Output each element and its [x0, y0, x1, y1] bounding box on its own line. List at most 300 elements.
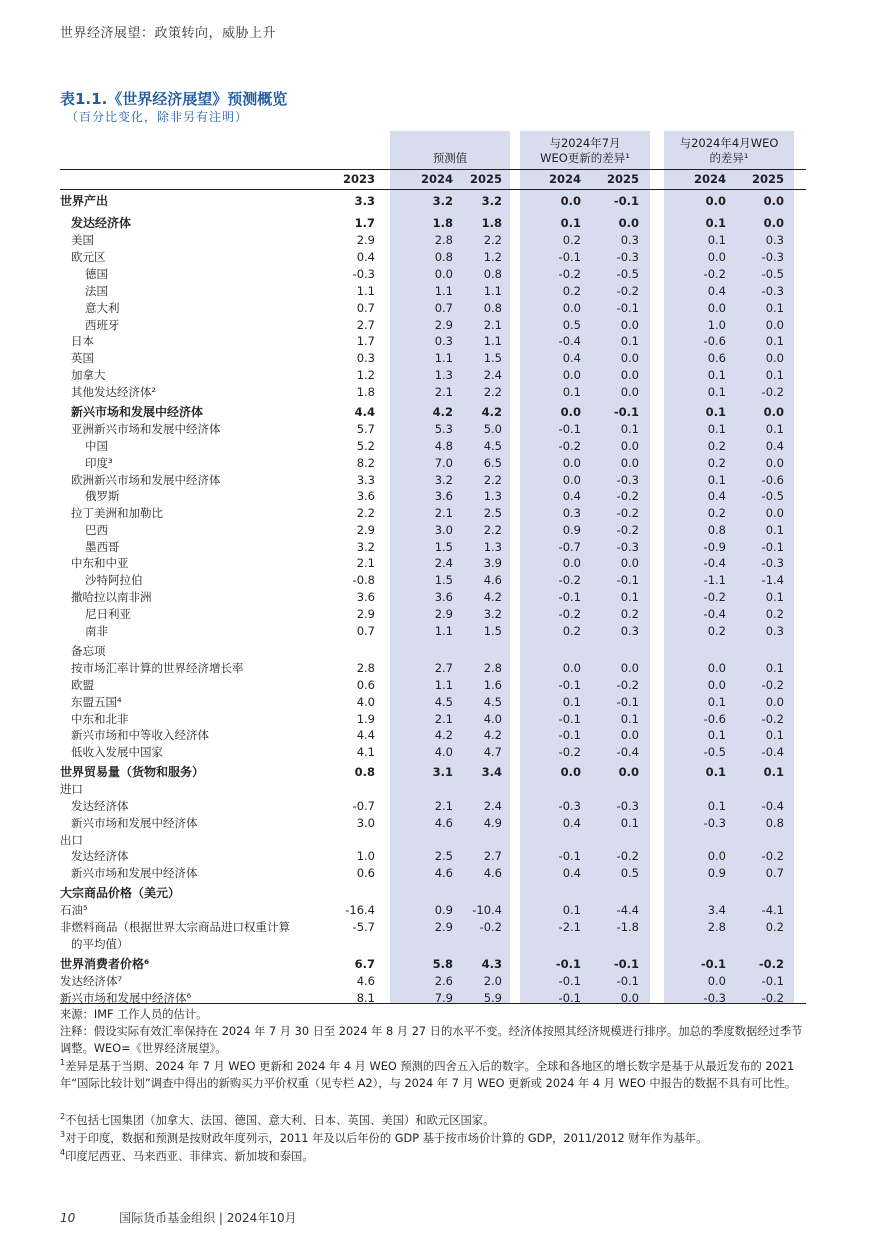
table-row [60, 660, 806, 677]
row-value: 0.4 [562, 351, 581, 365]
row-value: 0.0 [765, 456, 784, 470]
row-value: -0.3 [761, 250, 784, 264]
row-value: -0.6 [703, 334, 726, 348]
row-value: -0.1 [616, 301, 639, 315]
row-value: -0.3 [761, 556, 784, 570]
row-value: -1.1 [703, 573, 726, 587]
row-value: -0.3 [616, 540, 639, 554]
row-value: -0.2 [761, 678, 784, 692]
row-value: 3.2 [356, 540, 375, 554]
row-label: 按市场汇率计算的世界经济增长率 [71, 661, 244, 675]
row-value: 2.1 [434, 506, 453, 520]
row-value: -0.2 [761, 849, 784, 863]
row-value: 1.8 [356, 385, 375, 399]
row-value: 1.1 [434, 284, 453, 298]
footnote-4 [60, 1148, 810, 1165]
row-value: 0.1 [560, 216, 581, 230]
table-row [60, 384, 806, 401]
row-value: 0.3 [356, 351, 375, 365]
table-row [60, 300, 806, 317]
row-value: -0.1 [700, 957, 726, 971]
row-label: 沙特阿拉伯 [85, 573, 143, 587]
row-value: 4.2 [483, 590, 502, 604]
row-value: 3.9 [483, 556, 502, 570]
row-value: 1.3 [434, 368, 453, 382]
row-value: 0.0 [765, 351, 784, 365]
row-value: 1.2 [356, 368, 375, 382]
row-value: 0.3 [765, 624, 784, 638]
row-value: 0.1 [707, 368, 726, 382]
row-value: 0.0 [765, 318, 784, 332]
row-label: 尼日利亚 [85, 607, 131, 621]
row-value: 1.8 [432, 216, 453, 230]
row-value: -0.3 [616, 473, 639, 487]
row-value: 0.1 [620, 590, 639, 604]
footnote-2-mark: 2 [60, 1112, 66, 1121]
row-value: -0.3 [616, 250, 639, 264]
row-value: 2.8 [356, 661, 375, 675]
table-row [60, 589, 806, 606]
row-value: -4.4 [616, 903, 639, 917]
row-value: -0.3 [352, 267, 375, 281]
row-value: 7.0 [434, 456, 453, 470]
row-value: -0.8 [352, 573, 375, 587]
table-row [60, 744, 806, 761]
row-value: 7.9 [434, 991, 453, 1005]
row-value: 2.5 [483, 506, 502, 520]
row-value: -0.2 [558, 439, 581, 453]
row-value: 0.2 [765, 920, 784, 934]
row-label: 出口 [60, 833, 83, 847]
row-value: 2.4 [483, 368, 502, 382]
row-value: 8.1 [356, 991, 375, 1005]
row-value: -0.2 [558, 573, 581, 587]
row-value: -0.2 [761, 712, 784, 726]
row-value: -0.3 [703, 991, 726, 1005]
row-value: 0.6 [356, 866, 375, 880]
row-value: 0.2 [707, 506, 726, 520]
row-label: 世界贸易量（货物和服务） [60, 765, 205, 779]
row-value: 0.1 [707, 422, 726, 436]
row-value: 2.2 [356, 506, 375, 520]
row-value: -0.2 [616, 284, 639, 298]
row-label: 南非 [85, 624, 108, 638]
row-value: 4.8 [434, 439, 453, 453]
row-value: 2.2 [483, 233, 502, 247]
row-value: 3.2 [434, 473, 453, 487]
row-value: -1.8 [616, 920, 639, 934]
row-label: 东盟五国⁴ [71, 695, 122, 709]
row-value: 4.4 [356, 728, 375, 742]
row-value: 0.2 [707, 624, 726, 638]
row-value: -0.1 [558, 422, 581, 436]
table-row [60, 865, 806, 882]
row-value: 0.3 [765, 233, 784, 247]
row-value: 0.2 [620, 607, 639, 621]
row-value: -0.4 [703, 607, 726, 621]
page-number: 10 [60, 1211, 76, 1225]
row-value: 0.0 [620, 991, 639, 1005]
row-value: -0.1 [558, 712, 581, 726]
row-value: 0.0 [562, 456, 581, 470]
row-label: 新兴市场和发展中经济体 [71, 405, 204, 419]
row-value: 5.9 [483, 991, 502, 1005]
table-row [60, 711, 806, 728]
year-2024-april: 2024 [693, 172, 726, 186]
row-value: -0.1 [761, 540, 784, 554]
row-value: 3.4 [707, 903, 726, 917]
row-value: 2.2 [483, 473, 502, 487]
row-value: 0.1 [765, 523, 784, 537]
row-value: 0.0 [618, 765, 639, 779]
table-row [60, 623, 806, 640]
row-value: 0.8 [483, 301, 502, 315]
row-value: 0.0 [620, 728, 639, 742]
table-row [60, 956, 806, 973]
row-value: 0.0 [707, 250, 726, 264]
table-row [60, 333, 806, 350]
table-row [60, 421, 806, 438]
row-value: -0.2 [761, 991, 784, 1005]
row-value: 4.0 [483, 712, 502, 726]
table-row [60, 832, 806, 849]
table-row [60, 317, 806, 334]
row-value: 0.8 [765, 816, 784, 830]
row-value: 1.7 [354, 216, 375, 230]
row-value: 0.3 [620, 233, 639, 247]
table-row [60, 643, 806, 660]
table-row [60, 606, 806, 623]
row-value: 0.6 [707, 351, 726, 365]
row-value: 4.6 [483, 573, 502, 587]
row-value: 0.4 [765, 439, 784, 453]
row-value: 0.0 [707, 661, 726, 675]
row-value: 0.7 [434, 301, 453, 315]
row-value: -0.5 [703, 745, 726, 759]
row-value: 0.4 [562, 816, 581, 830]
row-value: 4.6 [356, 974, 375, 988]
row-value: 0.0 [560, 765, 581, 779]
row-value: 0.0 [707, 301, 726, 315]
row-value: -0.3 [761, 284, 784, 298]
note-main: 注释：假设实际有效汇率保持在 2024 年 7 月 30 日至 2024 年 8 月 27 日的水平不变。经济体按照其经济规模进行排序。加总的季度数据经过季节调整。WEO=《世界经济展望》。 [60, 1025, 803, 1055]
row-value: -0.2 [761, 385, 784, 399]
row-value: -0.1 [616, 974, 639, 988]
row-value: 2.9 [356, 233, 375, 247]
table-row [60, 555, 806, 572]
table-title: 表1.1.《世界经济展望》预测概览 [60, 90, 288, 108]
row-value: 4.6 [434, 816, 453, 830]
row-value: 0.9 [434, 903, 453, 917]
row-value: 0.3 [434, 334, 453, 348]
row-value: 3.2 [481, 194, 502, 208]
row-value: 0.3 [620, 624, 639, 638]
row-value: -1.4 [761, 573, 784, 587]
row-value: -0.2 [616, 506, 639, 520]
row-value: -0.2 [616, 489, 639, 503]
row-value: 0.1 [765, 590, 784, 604]
row-value: -0.1 [613, 194, 639, 208]
year-2024-july: 2024 [548, 172, 581, 186]
table-row [60, 193, 806, 210]
row-label: 中东和北非 [71, 712, 129, 726]
row-value: 3.0 [356, 816, 375, 830]
row-value: 3.6 [434, 590, 453, 604]
row-value: 1.1 [434, 624, 453, 638]
row-value: 0.2 [562, 624, 581, 638]
row-label: 中东和中亚 [71, 556, 129, 570]
year-2024-proj: 2024 [420, 172, 453, 186]
row-value: 3.2 [432, 194, 453, 208]
row-label: 亚洲新兴市场和发展中经济体 [71, 422, 221, 436]
row-value: 5.8 [432, 957, 453, 971]
row-value: 0.1 [707, 728, 726, 742]
row-label: 发达经济体 [71, 799, 129, 813]
row-value: 0.0 [620, 556, 639, 570]
note-source: 来源：IMF 工作人员的估计。 [60, 1008, 208, 1021]
row-label: 新兴市场和发展中经济体 [71, 866, 198, 880]
row-value: 1.1 [356, 284, 375, 298]
row-value: -0.1 [558, 974, 581, 988]
row-value: 0.1 [562, 695, 581, 709]
footnote-3 [60, 1130, 810, 1147]
year-2023: 2023 [342, 172, 375, 186]
footnote-1 [60, 1058, 810, 1092]
row-value: 0.0 [620, 351, 639, 365]
row-value: 2.7 [434, 661, 453, 675]
row-value: 0.2 [765, 607, 784, 621]
row-value: -0.4 [761, 799, 784, 813]
row-value: 0.1 [707, 233, 726, 247]
page-footer [60, 1209, 297, 1226]
table-row [60, 367, 806, 384]
row-value: 0.2 [562, 284, 581, 298]
row-value: 0.4 [707, 284, 726, 298]
row-value: 2.5 [434, 849, 453, 863]
row-label: 巴西 [85, 523, 108, 537]
row-value: 0.2 [562, 233, 581, 247]
row-value: 1.1 [434, 678, 453, 692]
row-value: -0.2 [558, 745, 581, 759]
row-value: 2.4 [483, 799, 502, 813]
row-value: -5.7 [352, 920, 375, 934]
row-value: 2.6 [434, 974, 453, 988]
row-value: -0.2 [703, 267, 726, 281]
row-value: 0.1 [763, 765, 784, 779]
row-value: 4.1 [356, 745, 375, 759]
row-label: 日本 [71, 334, 94, 348]
row-value: 3.6 [356, 489, 375, 503]
row-value: 5.7 [356, 422, 375, 436]
table-row [60, 727, 806, 744]
row-value: 4.6 [434, 866, 453, 880]
row-value: 0.1 [620, 712, 639, 726]
row-value: 4.6 [483, 866, 502, 880]
row-value: 0.0 [562, 301, 581, 315]
row-value: 4.5 [483, 695, 502, 709]
row-value: 3.6 [356, 590, 375, 604]
row-value: 0.1 [705, 216, 726, 230]
row-label: 石油⁵ [60, 903, 88, 917]
row-value: 0.8 [434, 250, 453, 264]
table-row [60, 781, 806, 798]
row-value: -0.3 [616, 799, 639, 813]
row-label: 发达经济体⁷ [60, 974, 123, 988]
publisher-line: 国际货币基金组织 | 2024年10月 [119, 1211, 297, 1225]
row-label: 低收入发展中国家 [71, 745, 163, 759]
row-value: 2.0 [483, 974, 502, 988]
table-row [60, 990, 806, 1007]
row-value: 2.9 [434, 318, 453, 332]
row-value: -0.9 [703, 540, 726, 554]
row-value: 0.2 [707, 456, 726, 470]
row-value: -10.4 [472, 903, 502, 917]
year-2025-april: 2025 [751, 172, 784, 186]
row-value: 0.9 [562, 523, 581, 537]
table-row [60, 488, 806, 505]
table-row [60, 848, 806, 865]
row-value: 2.8 [483, 661, 502, 675]
row-value: -2.1 [558, 920, 581, 934]
table-row [60, 249, 806, 266]
row-value: 5.2 [356, 439, 375, 453]
row-value: 0.5 [562, 318, 581, 332]
row-value: 3.3 [354, 194, 375, 208]
row-value: -4.1 [761, 903, 784, 917]
row-value: 0.1 [620, 816, 639, 830]
row-value: -0.5 [616, 267, 639, 281]
table-row [60, 266, 806, 283]
row-value: 0.1 [562, 903, 581, 917]
row-value: 0.0 [562, 556, 581, 570]
table-row [60, 283, 806, 300]
row-value: 2.9 [434, 607, 453, 621]
table-row [60, 522, 806, 539]
row-value: 0.0 [560, 405, 581, 419]
footnote-3-text: 对于印度，数据和预测是按财政年度列示，2011 年及以后年份的 GDP 基于按市场价计算的 GDP，2011/2012 财年作为基年。 [65, 1132, 708, 1145]
table-row [60, 472, 806, 489]
row-value: 0.0 [763, 216, 784, 230]
row-value: 0.8 [707, 523, 726, 537]
row-value: -0.1 [555, 957, 581, 971]
row-value: -0.1 [558, 728, 581, 742]
row-value: 4.2 [481, 405, 502, 419]
row-value: 4.5 [434, 695, 453, 709]
row-value: -0.1 [616, 695, 639, 709]
running-head: 世界经济展望：政策转向，威胁上升 [60, 26, 277, 41]
row-value: 2.4 [434, 556, 453, 570]
row-value: 0.1 [765, 728, 784, 742]
row-value: -0.1 [558, 991, 581, 1005]
row-label: 欧元区 [71, 250, 106, 264]
row-value: 2.7 [356, 318, 375, 332]
row-value: 2.9 [434, 920, 453, 934]
row-value: 0.4 [562, 866, 581, 880]
row-label: 发达经济体 [71, 849, 129, 863]
row-value: 2.1 [434, 799, 453, 813]
row-value: 2.1 [356, 556, 375, 570]
row-value: 2.9 [356, 607, 375, 621]
row-value: -16.4 [345, 903, 375, 917]
row-value: 1.1 [434, 351, 453, 365]
row-value: 2.1 [483, 318, 502, 332]
row-value: -0.4 [761, 745, 784, 759]
row-value: 0.0 [707, 974, 726, 988]
row-value: -0.5 [761, 267, 784, 281]
row-value: 1.7 [356, 334, 375, 348]
footnote-2 [60, 1112, 810, 1129]
row-value: 1.0 [356, 849, 375, 863]
table-row [60, 764, 806, 781]
row-value: 0.0 [562, 473, 581, 487]
row-label: 意大利 [85, 301, 120, 315]
row-label: 其他发达经济体² [71, 385, 157, 399]
row-value: 0.0 [707, 678, 726, 692]
table-row [60, 505, 806, 522]
row-value: 0.8 [354, 765, 375, 779]
row-value: -0.7 [558, 540, 581, 554]
row-value: 3.0 [434, 523, 453, 537]
table-row [60, 973, 806, 990]
row-value: 8.2 [356, 456, 375, 470]
row-value: 1.3 [483, 489, 502, 503]
row-value: 0.0 [560, 194, 581, 208]
row-value: -0.5 [761, 489, 784, 503]
row-value: -0.4 [558, 334, 581, 348]
header-diff-april: 与2024年4月WEO的差异¹ [679, 136, 779, 165]
row-value: 0.1 [705, 405, 726, 419]
table-row [60, 350, 806, 367]
row-value: 0.0 [434, 267, 453, 281]
footnote-2-text: 不包括七国集团（加拿大、法国、德国、意大利、日本、英国、美国）和欧元区国家。 [65, 1114, 495, 1127]
row-label: 法国 [85, 284, 108, 298]
row-value: 5.3 [434, 422, 453, 436]
row-value: 0.8 [483, 267, 502, 281]
row-value: 1.5 [434, 540, 453, 554]
row-label: 世界产出 [60, 194, 109, 208]
table-row [60, 215, 806, 232]
row-label: 世界消费者价格⁶ [60, 957, 150, 971]
row-value: 4.3 [481, 957, 502, 971]
table-row [60, 815, 806, 832]
row-value: 0.1 [707, 695, 726, 709]
row-value: 3.6 [434, 489, 453, 503]
row-value: 0.1 [707, 385, 726, 399]
row-value: 2.2 [483, 385, 502, 399]
year-2025-july: 2025 [606, 172, 639, 186]
table-row [60, 936, 806, 953]
row-value: 0.1 [705, 765, 726, 779]
row-label: 的平均值） [71, 937, 129, 951]
row-value: -0.4 [703, 556, 726, 570]
row-value: 0.0 [562, 368, 581, 382]
table-row [60, 919, 806, 936]
row-value: -0.2 [616, 523, 639, 537]
row-value: 4.2 [432, 405, 453, 419]
row-label: 印度³ [85, 456, 113, 470]
row-value: -0.2 [479, 920, 502, 934]
row-label: 俄罗斯 [85, 489, 120, 503]
row-value: 0.0 [707, 849, 726, 863]
row-label: 拉丁美洲和加勒比 [71, 506, 163, 520]
row-value: 0.0 [620, 318, 639, 332]
row-value: 0.1 [707, 473, 726, 487]
row-value: -0.7 [352, 799, 375, 813]
row-label: 新兴市场和发展中经济体 [71, 816, 198, 830]
row-value: -0.2 [616, 678, 639, 692]
table-row [60, 455, 806, 472]
row-value: 0.1 [765, 661, 784, 675]
